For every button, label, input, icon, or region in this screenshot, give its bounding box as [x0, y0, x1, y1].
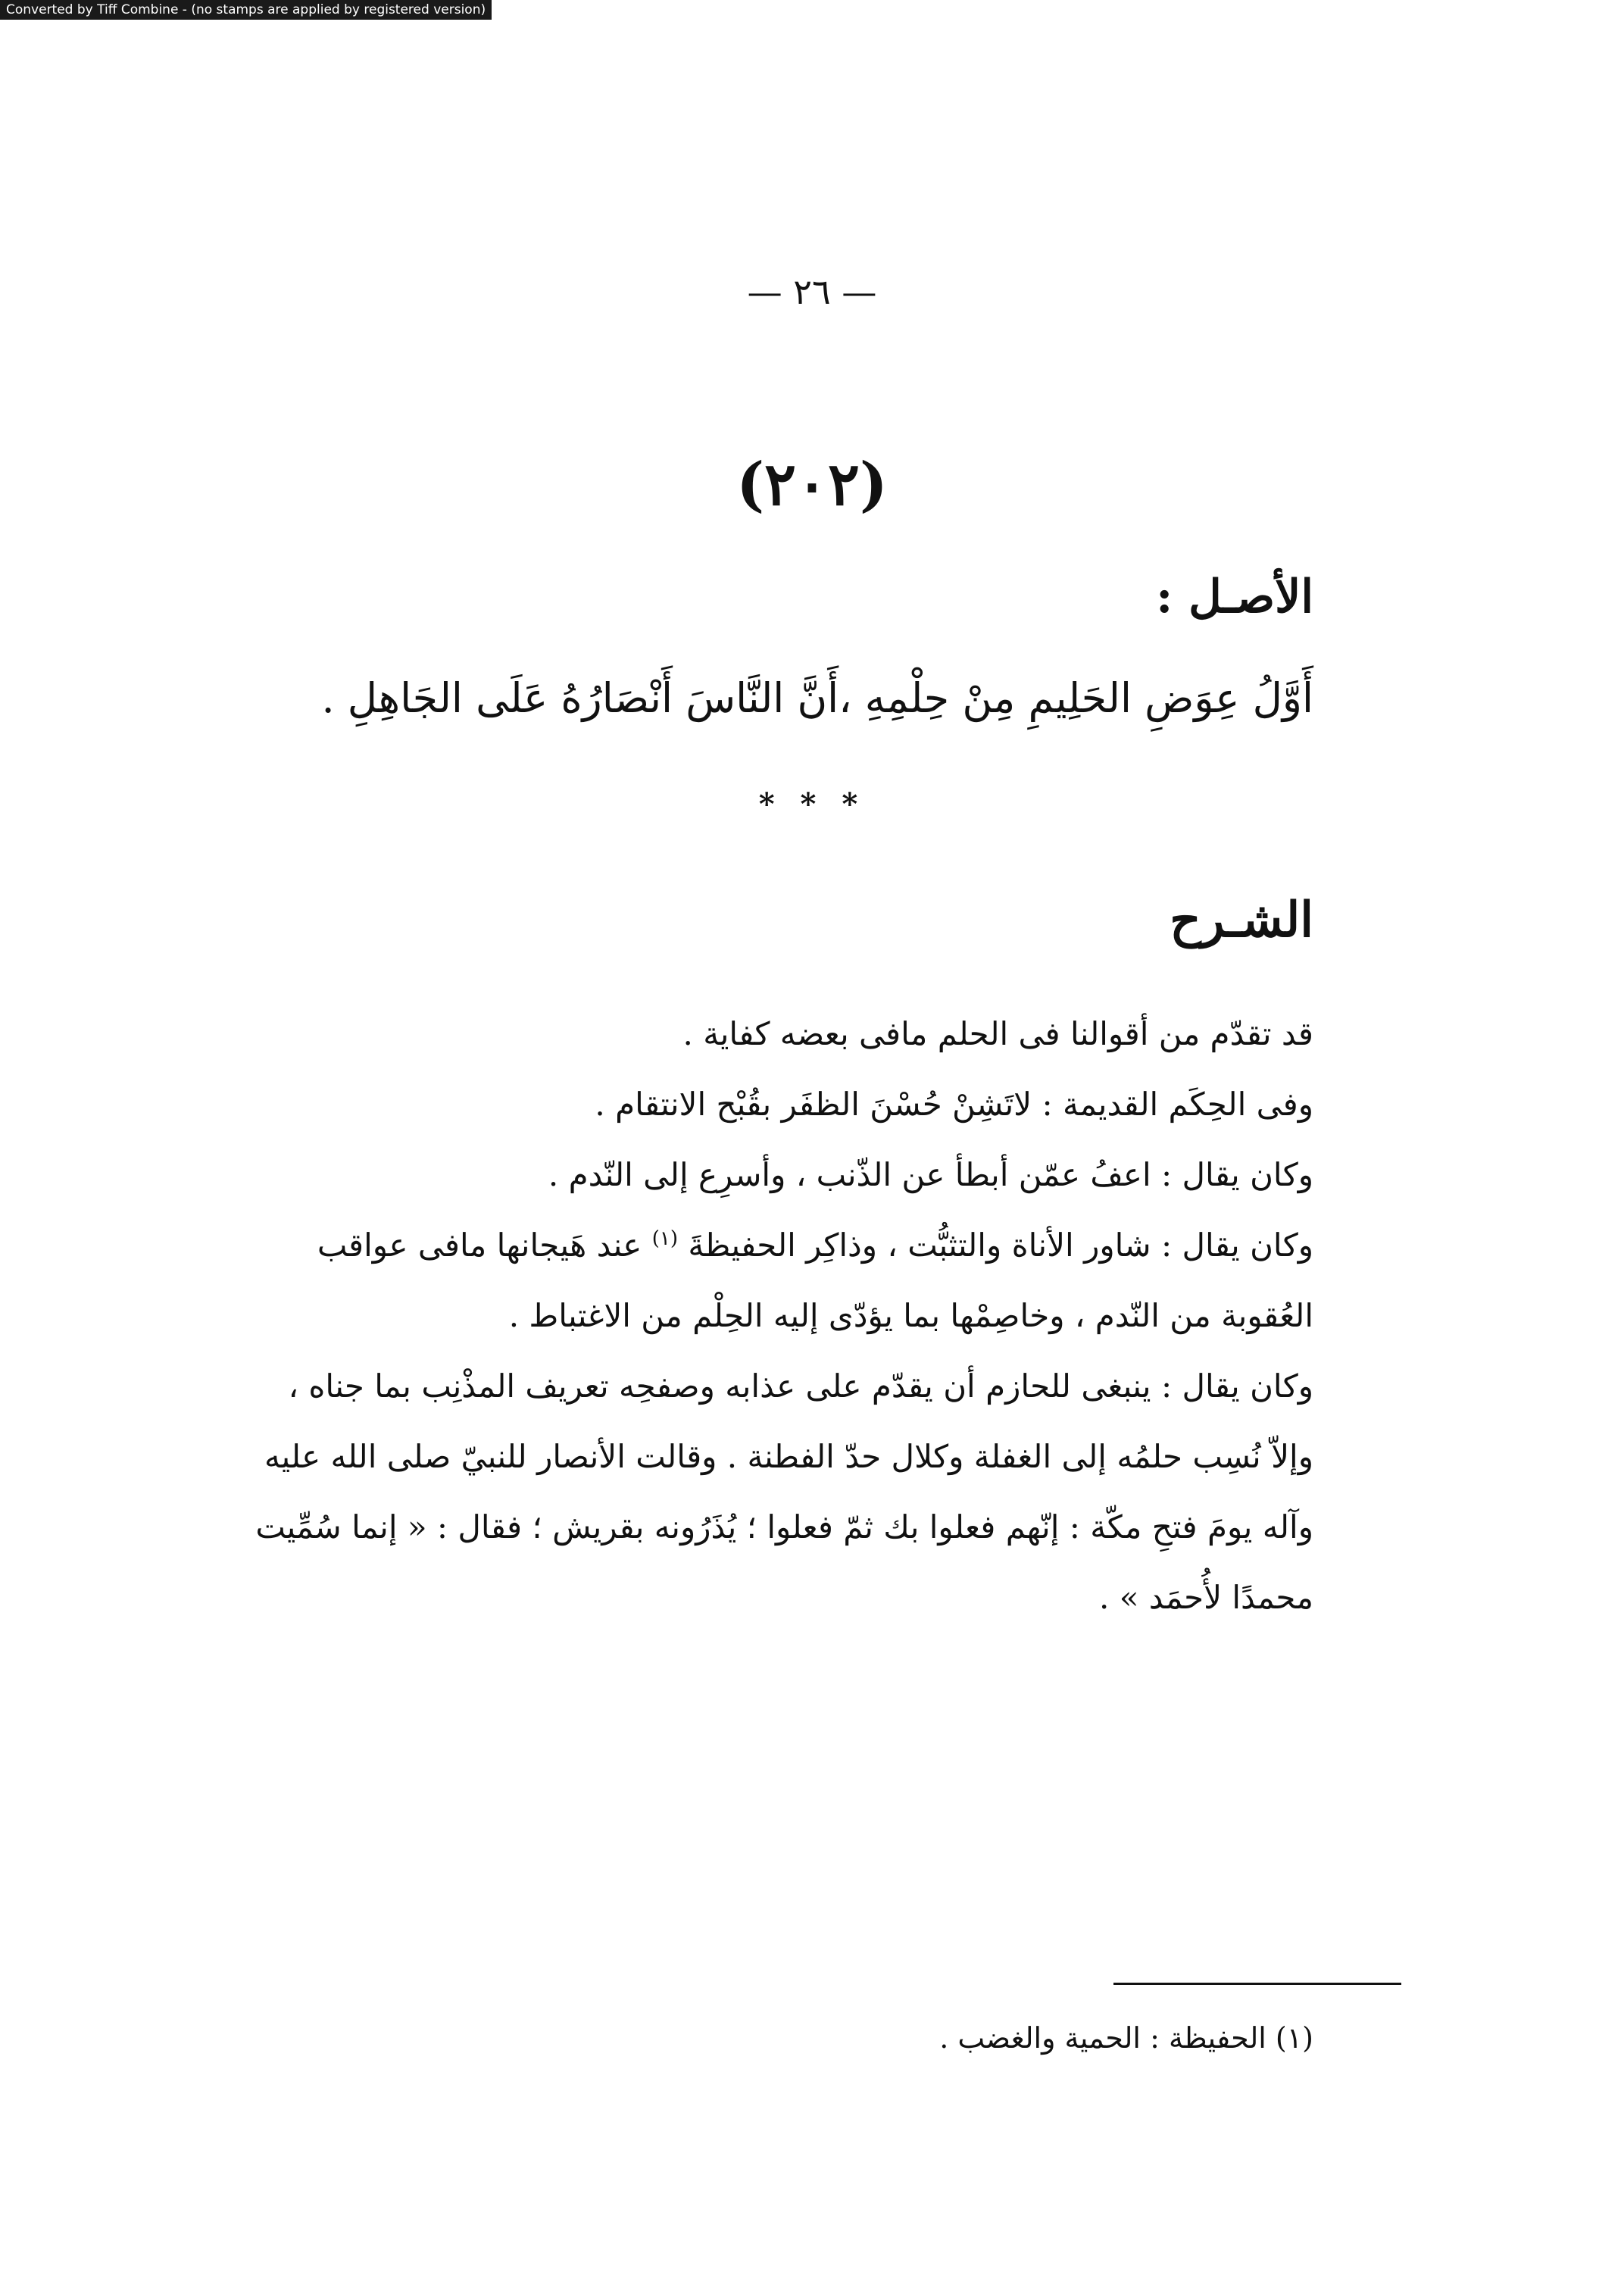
section-separator: * * * [758, 786, 866, 822]
sharh-paragraph-part: عند هَيجانها مافى عواقب العُقوبة من النّدم ، وخاصِمْها بما يؤدّى إليه الحِلْم من الاغتباط . [317, 1227, 1313, 1334]
sharh-paragraph: قد تقدّم من أقوالنا فى الحلم مافى بعضه كفاية . [682, 1015, 1313, 1052]
asl-heading: الأصـل : [1156, 570, 1313, 624]
entry-number: (٢٠٢) [736, 450, 888, 519]
footnote: (١) الحفيظة : الحمية والغضب . [939, 2021, 1313, 2055]
sharh-paragraph [238, 1210, 1313, 1351]
page-number: — ٢٦ — [747, 271, 877, 312]
sharh-body [238, 999, 1313, 1633]
asl-quote: أَوَّلُ عِوَضِ الحَلِيمِ مِنْ حِلْمِهِ ،أَنَّ النَّاسَ أَنْصَارُهُ عَلَى الجَاهِلِ . [321, 674, 1313, 722]
sharh-paragraph-part: وكان يقال : شاور الأناة والتثبُّت ، وذاكِر الحفيظةَ [688, 1227, 1313, 1264]
footnote-marker: (١) [651, 1227, 678, 1250]
sharh-paragraph: وكان يقال : اعفُ عمّن أبطأ عن الذّنب ، وأسرِع إلى النّدم . [548, 1156, 1313, 1193]
sharh-heading: الشـرح [1170, 892, 1313, 949]
sharh-paragraph: وفى الحِكَم القديمة : لاتَشِنْ حُسْنَ الظفَر بقُبْح الانتقام . [595, 1086, 1313, 1123]
sharh-paragraph: وكان يقال : ينبغى للحازم أن يقدّم على عذابه وصفحِه تعريف المذْنِب بما جناه ، وإلاّ نُسِب حلمُه إلى الغفلة وكلال حدّ الفطنة . وقالت الأنصار للنبيّ صلى الله عليه وآله يومَ فتحِ مكّة : إنّهم فعلوا بك ثمّ فعلوا ؛ يُذَرُونه بقريش ؛ فقال : « إنما سُمِّيت محمدًا لأُحمَد » . [255, 1367, 1313, 1616]
converter-banner: Converted by Tiff Combine - (no stamps are applied by registered version) [0, 0, 492, 20]
footnote-divider [1113, 1983, 1401, 1985]
